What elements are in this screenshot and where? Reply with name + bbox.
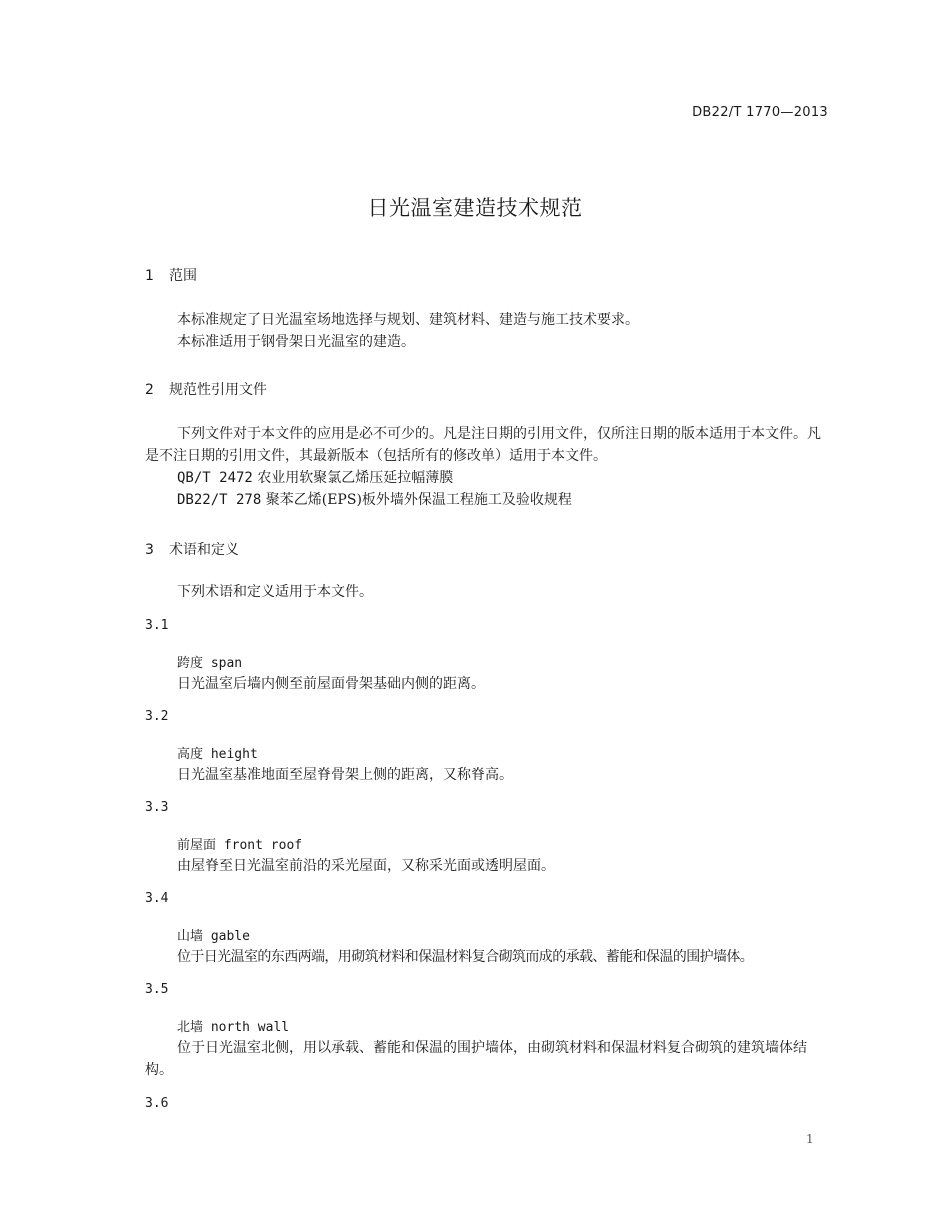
- section-title: 术语和定义: [169, 542, 239, 558]
- reference-name: 农业用软聚氯乙烯压延拉幅薄膜: [257, 470, 454, 486]
- reference-code: QB/T 2472: [177, 470, 253, 486]
- term-title: 北墙 north wall: [177, 1020, 290, 1035]
- reference-code: DB22/T 278: [177, 492, 262, 508]
- paragraph: 本标准适用于钢骨架日光温室的建造。: [177, 334, 415, 350]
- term-number: 3.4: [145, 891, 169, 906]
- section-heading-3: [145, 539, 239, 559]
- term-title: 前屋面 front roof: [177, 838, 303, 853]
- term-title: 高度 height: [177, 747, 258, 762]
- section-heading-2: [145, 379, 267, 399]
- term-number: 3.6: [145, 1096, 169, 1111]
- term-definition: 日光温室基准地面至屋脊骨架上侧的距离，又称脊高。: [177, 767, 513, 783]
- section-title: 规范性引用文件: [169, 382, 267, 398]
- reference-item: [177, 489, 572, 511]
- page-number: 1: [806, 1132, 814, 1146]
- term-definition: 位于日光温室北侧，用以承载、蓄能和保温的围护墙体，由砌筑材料和保温材料复合砌筑的建筑墙体结构。: [145, 1040, 807, 1078]
- paragraph: 下列术语和定义适用于本文件。: [177, 584, 373, 600]
- term-number: 3.5: [145, 982, 169, 997]
- term-definition: 日光温室后墙内侧至前屋面骨架基础内侧的距离。: [177, 676, 485, 692]
- term-title: 跨度 span: [177, 656, 243, 671]
- reference-item: [177, 467, 453, 489]
- term-definition: 由屋脊至日光温室前沿的采光屋面，又称采光面或透明屋面。: [177, 858, 555, 874]
- section-number: 3: [145, 542, 154, 558]
- term-number: 3.3: [145, 800, 169, 815]
- document-title: 日光温室建造技术规范: [367, 196, 583, 220]
- section-heading-1: [145, 265, 197, 285]
- paragraph: 下列文件对于本文件的应用是必不可少的。凡是注日期的引用文件，仅所注日期的版本适用于本文件。凡是不注日期的引用文件，其最新版本（包括所有的修改单）适用于本文件。: [145, 426, 821, 464]
- term-number: 3.1: [145, 618, 169, 633]
- paragraph: 本标准规定了日光温室场地选择与规划、建筑材料、建造与施工技术要求。: [177, 312, 639, 328]
- standard-number: DB22/T 1770—2013: [692, 105, 828, 120]
- term-title: 山墙 gable: [177, 929, 250, 944]
- term-definition: 位于日光温室的东西两端，用砌筑材料和保温材料复合砌筑而成的承载、蓄能和保温的围护墙体。: [177, 949, 754, 965]
- section-number: 2: [145, 382, 154, 398]
- reference-name: 聚苯乙烯(EPS)板外墙外保温工程施工及验收规程: [265, 492, 572, 508]
- term-number: 3.2: [145, 709, 169, 724]
- section-title: 范围: [169, 268, 197, 284]
- section-number: 1: [145, 268, 154, 284]
